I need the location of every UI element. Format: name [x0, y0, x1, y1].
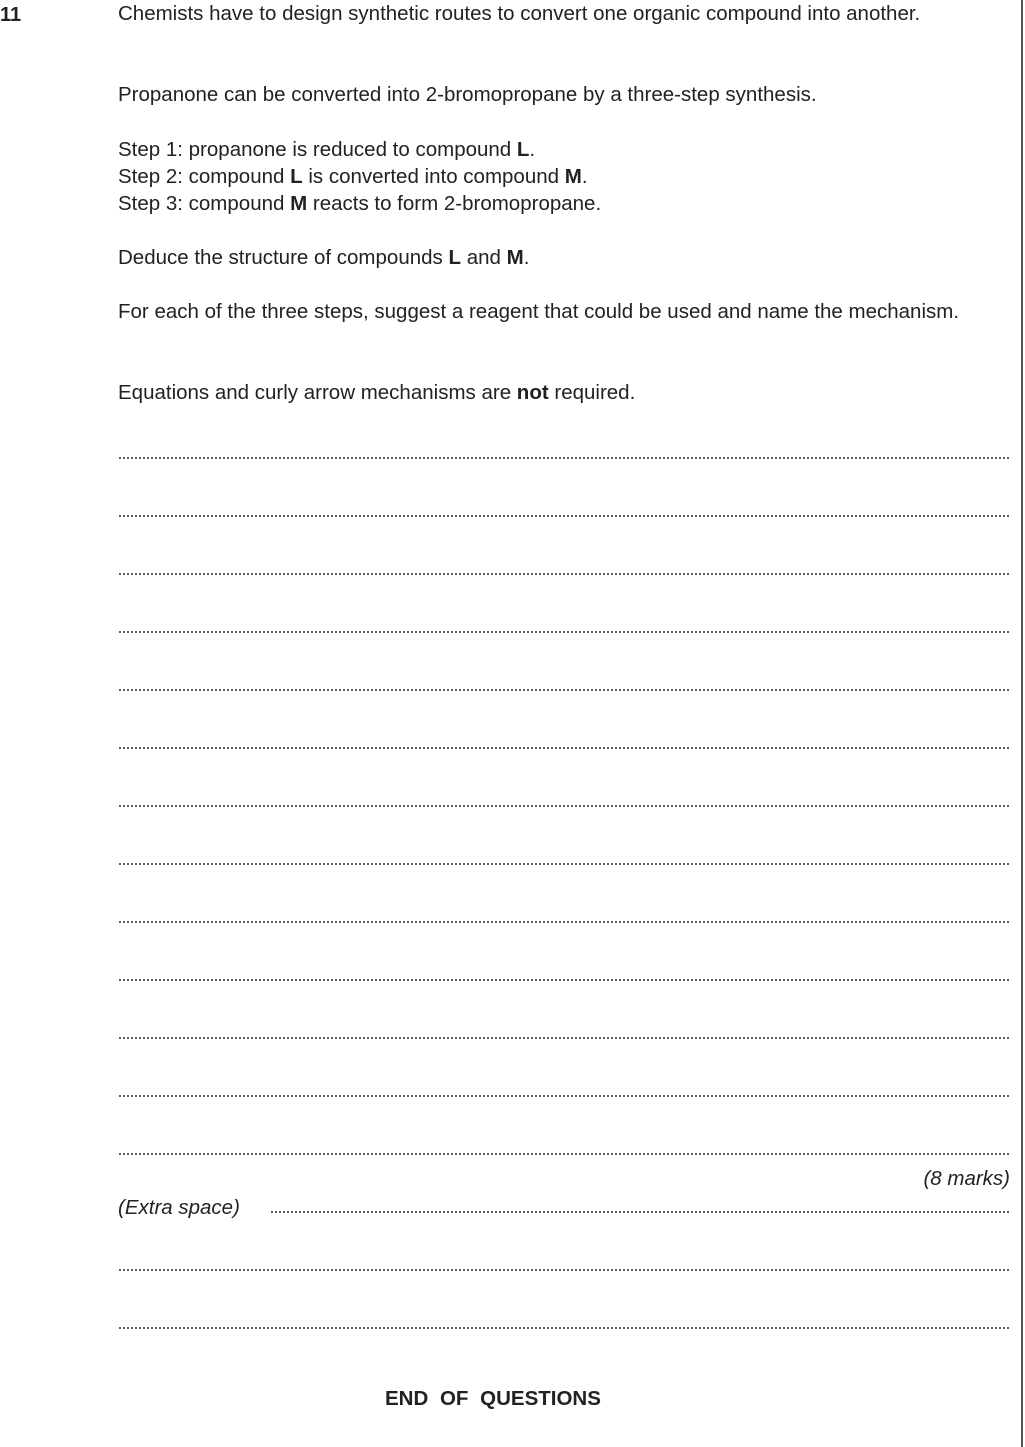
step-1: Step 1: propanone is reduced to compound L.	[118, 138, 536, 161]
deduce-instruction: Deduce the structure of compounds L and M.	[118, 246, 530, 269]
extra-answer-line[interactable]	[118, 1268, 1010, 1272]
answer-line[interactable]	[118, 1152, 1010, 1156]
question-number: 11	[0, 4, 22, 26]
answer-line[interactable]	[118, 804, 1010, 808]
marks-label: (8 marks)	[923, 1167, 1010, 1190]
answer-line[interactable]	[118, 746, 1010, 750]
page-edge-line	[1021, 0, 1023, 1447]
answer-line[interactable]	[118, 1036, 1010, 1040]
extra-space-label: (Extra space)	[118, 1196, 240, 1219]
answer-line[interactable]	[118, 920, 1010, 924]
step-2: Step 2: compound L is converted into compound M.	[118, 165, 588, 188]
extra-answer-line[interactable]	[270, 1210, 1010, 1214]
steps-list	[118, 136, 1018, 217]
question-intro: Chemists have to design synthetic routes to convert one organic compound into another.	[118, 2, 921, 25]
answer-line[interactable]	[118, 862, 1010, 866]
answer-line[interactable]	[118, 572, 1010, 576]
note-instruction: Equations and curly arrow mechanisms are not required.	[118, 381, 636, 404]
step-3: Step 3: compound M reacts to form 2-bromopropane.	[118, 192, 602, 215]
extra-answer-line[interactable]	[118, 1326, 1010, 1330]
answer-line[interactable]	[118, 630, 1010, 634]
end-of-questions: END OF QUESTIONS	[385, 1387, 601, 1410]
answer-line[interactable]	[118, 688, 1010, 692]
answer-line[interactable]	[118, 1094, 1010, 1098]
answer-line[interactable]	[118, 514, 1010, 518]
answer-line[interactable]	[118, 978, 1010, 982]
answer-line[interactable]	[118, 456, 1010, 460]
reagent-instruction: For each of the three steps, suggest a reagent that could be used and name the mechanism.	[118, 300, 960, 323]
question-statement: Propanone can be converted into 2-bromopropane by a three-step synthesis.	[118, 83, 817, 106]
